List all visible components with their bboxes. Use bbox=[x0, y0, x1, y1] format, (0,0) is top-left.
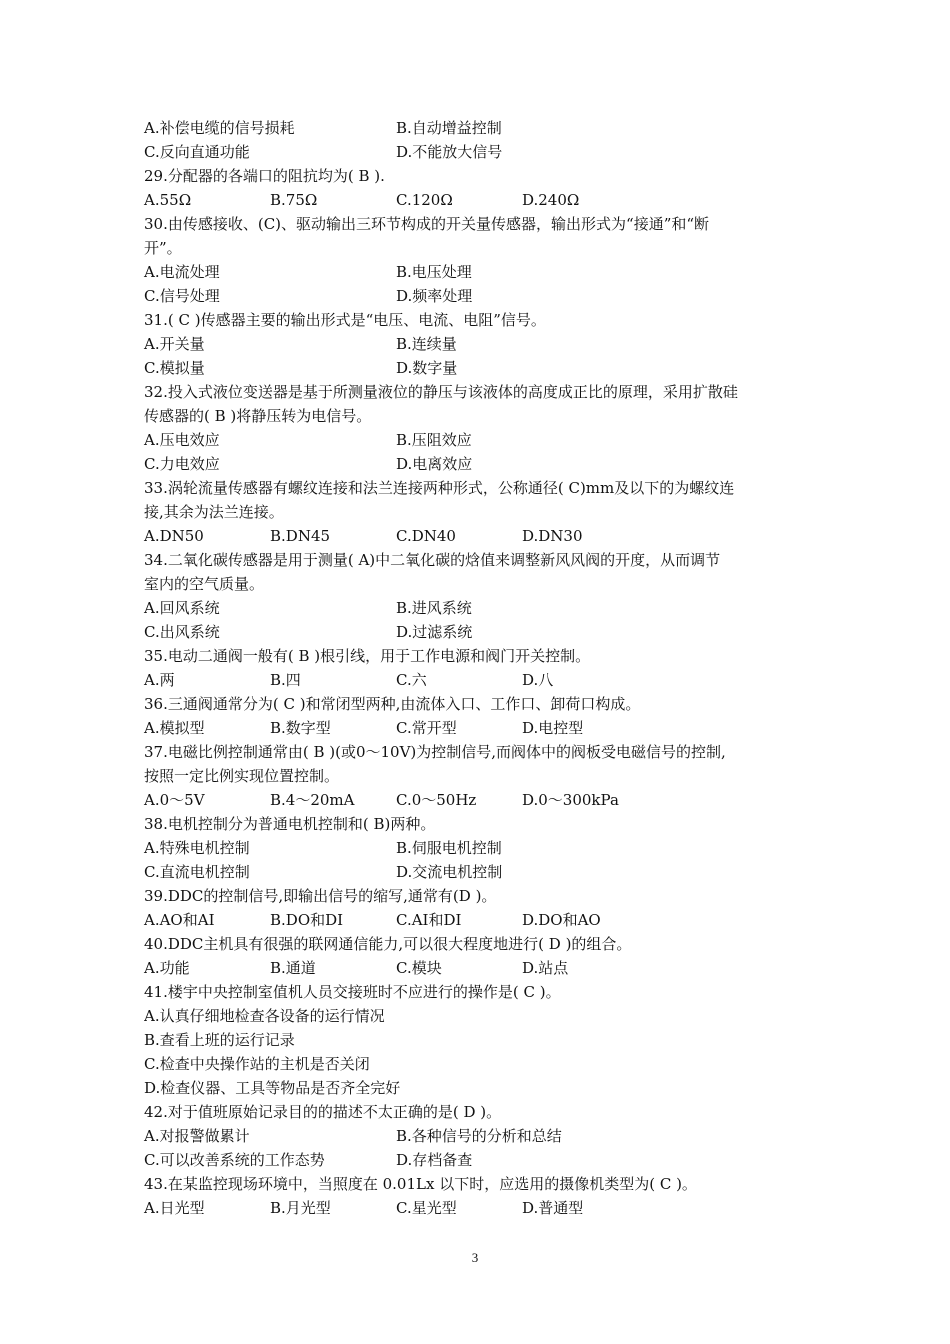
option-b: B.进风系统 bbox=[396, 599, 472, 617]
text-line: 31.( C )传感器主要的输出形式是“电压、电流、电阻”信号。 bbox=[144, 311, 546, 329]
question-list bbox=[144, 116, 816, 1220]
option-b: D.交流电机控制 bbox=[396, 863, 503, 881]
option-b: B.伺服电机控制 bbox=[396, 839, 502, 857]
text-line: 41.楼宇中央控制室值机人员交接班时不应进行的操作是( C )。 bbox=[144, 983, 561, 1001]
option-b: B.电压处理 bbox=[396, 263, 472, 281]
option-a: A.日光型 bbox=[144, 1199, 205, 1217]
option-c: C.120Ω bbox=[396, 191, 453, 209]
option-d: D.DN30 bbox=[522, 527, 583, 545]
text-line: 开”。 bbox=[144, 239, 182, 257]
options-row bbox=[144, 860, 816, 884]
option-b: D.不能放大信号 bbox=[396, 143, 503, 161]
text-line: B.查看上班的运行记录 bbox=[144, 1031, 295, 1049]
option-c: C.星光型 bbox=[396, 1199, 457, 1217]
text-line: 34.二氧化碳传感器是用于测量( A)中二氧化碳的焓值来调整新风风阀的开度，从而调节 bbox=[144, 551, 721, 569]
option-b: B.四 bbox=[270, 671, 301, 689]
options-row bbox=[144, 140, 816, 164]
text-line: 33.涡轮流量传感器有螺纹连接和法兰连接两种形式，公称通径( C)mm及以下的为螺纹连 bbox=[144, 479, 735, 497]
text-line: 43.在某监控现场环境中，当照度在 0.01Lx 以下时，应选用的摄像机类型为( C )。 bbox=[144, 1175, 697, 1193]
option-c: C.六 bbox=[396, 671, 427, 689]
option-b: B.数字型 bbox=[270, 719, 331, 737]
option-a: A.开关量 bbox=[144, 335, 205, 353]
text-line: 30.由传感接收、(C)、驱动输出三环节构成的开关量传感器，输出形式为“接通”和“断 bbox=[144, 215, 710, 233]
option-a: A.回风系统 bbox=[144, 599, 220, 617]
options-row bbox=[144, 452, 816, 476]
option-a: C.力电效应 bbox=[144, 455, 220, 473]
text-line: 室内的空气质量。 bbox=[144, 575, 265, 593]
text-line: 37.电磁比例控制通常由( B )(或0～10V)为控制信号,而阀体中的阀板受电磁信号的控制, bbox=[144, 743, 726, 761]
option-b: B.DO和DI bbox=[270, 911, 344, 929]
text-line: A.认真仔细地检查各设备的运行情况 bbox=[144, 1007, 385, 1025]
text-line: D.检查仪器、工具等物品是否齐全完好 bbox=[144, 1079, 401, 1097]
option-b: B.75Ω bbox=[270, 191, 318, 209]
text-line: 38.电机控制分为普通电机控制和( B)两种。 bbox=[144, 815, 436, 833]
option-a: A.对报警做累计 bbox=[144, 1127, 250, 1145]
option-c: C.模块 bbox=[396, 959, 442, 977]
text-line: 29.分配器的各端口的阻抗均为( B ). bbox=[144, 167, 385, 185]
text-line: 接,其余为法兰连接。 bbox=[144, 503, 284, 521]
text-line: 36.三通阀通常分为( C )和常闭型两种,由流体入口、工作口、卸荷口构成。 bbox=[144, 695, 641, 713]
text-line: 按照一定比例实现位置控制。 bbox=[144, 767, 340, 785]
option-b: D.频率处理 bbox=[396, 287, 473, 305]
options-row bbox=[144, 620, 816, 644]
option-d: D.普通型 bbox=[522, 1199, 584, 1217]
option-a: C.直流电机控制 bbox=[144, 863, 250, 881]
options-row bbox=[144, 908, 816, 932]
options-row bbox=[144, 1124, 816, 1148]
option-b: B.自动增益控制 bbox=[396, 119, 502, 137]
text-line: 39.DDC的控制信号,即输出信号的缩写,通常有(D )。 bbox=[144, 887, 497, 905]
option-c: C.常开型 bbox=[396, 719, 457, 737]
options-row bbox=[144, 596, 816, 620]
option-b: B.连续量 bbox=[396, 335, 457, 353]
options-row bbox=[144, 1196, 816, 1220]
options-row bbox=[144, 332, 816, 356]
option-a: A.功能 bbox=[144, 959, 190, 977]
option-c: C.0～50Hz bbox=[396, 791, 477, 809]
options-row bbox=[144, 668, 816, 692]
options-row bbox=[144, 524, 816, 548]
text-line: 传感器的( B )将静压转为电信号。 bbox=[144, 407, 372, 425]
options-row bbox=[144, 116, 816, 140]
option-a: A.模拟型 bbox=[144, 719, 205, 737]
option-a: A.0～5V bbox=[144, 791, 205, 809]
option-b: D.过滤系统 bbox=[396, 623, 473, 641]
text-line: 42.对于值班原始记录目的的描述不太正确的是( D )。 bbox=[144, 1103, 502, 1121]
option-d: D.站点 bbox=[522, 959, 569, 977]
option-c: C.DN40 bbox=[396, 527, 456, 545]
option-a: A.电流处理 bbox=[144, 263, 220, 281]
option-a: C.信号处理 bbox=[144, 287, 220, 305]
option-b: D.数字量 bbox=[396, 359, 458, 377]
option-d: D.240Ω bbox=[522, 191, 580, 209]
options-row bbox=[144, 836, 816, 860]
option-a: A.补偿电缆的信号损耗 bbox=[144, 119, 295, 137]
option-d: D.0～300kPa bbox=[522, 791, 619, 809]
text-line: C.检查中央操作站的主机是否关闭 bbox=[144, 1055, 370, 1073]
option-a: A.两 bbox=[144, 671, 175, 689]
options-row bbox=[144, 956, 816, 980]
text-line: 32.投入式液位变送器是基于所测量液位的静压与该液体的高度成正比的原理，采用扩散硅 bbox=[144, 383, 738, 401]
options-row bbox=[144, 716, 816, 740]
page-number: 3 bbox=[471, 1250, 479, 1265]
option-b: B.4～20mA bbox=[270, 791, 355, 809]
option-a: C.出风系统 bbox=[144, 623, 220, 641]
text-line: 40.DDC主机具有很强的联网通信能力,可以很大程度地进行( D )的组合。 bbox=[144, 935, 632, 953]
text-line: 35.电动二通阀一般有( B )根引线，用于工作电源和阀门开关控制。 bbox=[144, 647, 591, 665]
option-a: A.AO和AI bbox=[144, 911, 215, 929]
option-d: D.电控型 bbox=[522, 719, 584, 737]
option-a: A.特殊电机控制 bbox=[144, 839, 250, 857]
option-b: B.月光型 bbox=[270, 1199, 331, 1217]
option-a: A.DN50 bbox=[144, 527, 204, 545]
option-b: D.存档备查 bbox=[396, 1151, 473, 1169]
options-row bbox=[144, 428, 816, 452]
option-a: A.55Ω bbox=[144, 191, 192, 209]
option-d: D.DO和AO bbox=[522, 911, 601, 929]
option-c: C.AI和DI bbox=[396, 911, 462, 929]
options-row bbox=[144, 356, 816, 380]
option-a: A.压电效应 bbox=[144, 431, 220, 449]
option-a: C.模拟量 bbox=[144, 359, 205, 377]
option-b: B.各种信号的分析和总结 bbox=[396, 1127, 562, 1145]
option-b: B.压阻效应 bbox=[396, 431, 472, 449]
option-b: B.通道 bbox=[270, 959, 316, 977]
options-row bbox=[144, 260, 816, 284]
options-row bbox=[144, 188, 816, 212]
option-a: C.反向直通功能 bbox=[144, 143, 250, 161]
options-row bbox=[144, 1148, 816, 1172]
option-b: B.DN45 bbox=[270, 527, 331, 545]
option-a: C.可以改善系统的工作态势 bbox=[144, 1151, 325, 1169]
options-row bbox=[144, 788, 816, 812]
option-d: D.八 bbox=[522, 671, 554, 689]
options-row bbox=[144, 284, 816, 308]
option-b: D.电离效应 bbox=[396, 455, 473, 473]
